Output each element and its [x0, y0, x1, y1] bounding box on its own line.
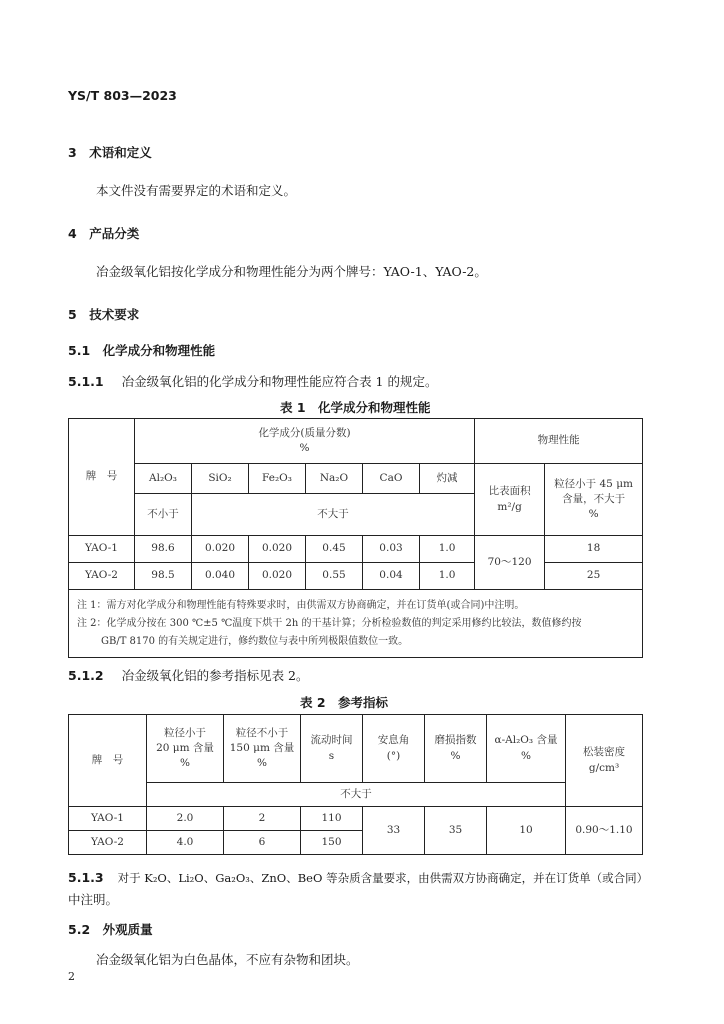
table-1-cell: 1.0 — [420, 536, 475, 563]
table-2-header-alpha — [487, 715, 566, 783]
table-1-cell: 0.03 — [363, 536, 420, 563]
table-1-cell: 0.020 — [249, 536, 306, 563]
table-1-note-2-cont: GB/T 8170 的有关规定进行，修约数位与表中所列极限值数位一致。 — [101, 635, 409, 647]
table-1-cell: 0.45 — [306, 536, 363, 563]
table-2-cell: 150 — [301, 831, 363, 855]
table-2-cell: 6 — [224, 831, 301, 855]
table-2 — [68, 714, 643, 855]
table-2-angle-value: 33 — [363, 807, 425, 855]
table-1-col-sio2: SiO₂ — [192, 464, 249, 494]
table-2-header-alpha-line1: α-Al₂O₃ 含量 — [494, 734, 558, 747]
table-1-surface-value: 70～120 — [475, 536, 545, 590]
table-2-header-fine — [147, 715, 224, 783]
table-2-row-brand: YAO-2 — [69, 831, 147, 855]
table-2-header-attrition — [425, 715, 487, 783]
table-2-cell: 4.0 — [147, 831, 224, 855]
table-2-header-fine-line1: 粒径小于 — [164, 726, 206, 739]
table-2-header-angle-line1: 安息角 — [377, 734, 410, 747]
table-1-phys-header: 物理性能 — [475, 419, 643, 464]
table-2-cell: 110 — [301, 807, 363, 831]
clause-5-1-3-number: 5.1.3 — [68, 870, 104, 885]
clause-5-1-2 — [68, 666, 309, 684]
table-2-header-fine-line3: % — [180, 757, 190, 770]
table-1-col-al2o3: Al₂O₃ — [135, 464, 192, 494]
table-1-row-brand: YAO-1 — [69, 536, 135, 563]
clause-5-1-1 — [68, 372, 437, 390]
table-1-cell: 18 — [545, 536, 643, 563]
table-1-col-cao: CaO — [363, 464, 420, 494]
table-2-header-alpha-line2: % — [521, 749, 531, 762]
table-2-header-flow-line2: s — [328, 749, 335, 762]
table-1-brand-header: 牌 号 — [69, 419, 135, 536]
section-5-1-title: 5.1 化学成分和物理性能 — [68, 343, 216, 358]
table-1-surface-area-header — [475, 464, 545, 536]
table-2-caption: 表 2 参考指标 — [300, 695, 389, 710]
table-1-particle-header — [545, 464, 643, 536]
clause-5-1-2-number: 5.1.2 — [68, 668, 104, 683]
section-5-title: 5 技术要求 — [68, 307, 140, 322]
clause-5-1-1-text: 冶金级氧化铝的化学成分和物理性能应符合表 1 的规定。 — [121, 374, 438, 389]
table-2-header-density-line1: 松装密度 — [583, 746, 625, 759]
table-2-attrition-value: 35 — [425, 807, 487, 855]
section-3-title: 3 术语和定义 — [68, 145, 152, 160]
table-2-header-flow — [301, 715, 363, 783]
table-1-cell: 1.0 — [420, 563, 475, 590]
table-1-caption: 表 1 化学成分和物理性能 — [280, 400, 431, 415]
table-2-cell: 2 — [224, 807, 301, 831]
table-1-notes — [69, 590, 643, 658]
page-number: 2 — [68, 970, 75, 983]
table-1-col-na2o: Na₂O — [306, 464, 363, 494]
section-5-2-title: 5.2 外观质量 — [68, 922, 153, 937]
table-1-particle-line2: 含量，不大于 — [562, 492, 626, 505]
table-1-cell: 0.04 — [363, 563, 420, 590]
table-1-surface-area-line2: m²/g — [497, 500, 522, 513]
table-1-cell: 0.040 — [192, 563, 249, 590]
table-1-cell: 0.020 — [249, 563, 306, 590]
table-2-alpha-value: 10 — [487, 807, 566, 855]
table-2-header-angle-line2: (°) — [386, 749, 401, 762]
table-1-cell: 98.5 — [135, 563, 192, 590]
table-1-cell: 25 — [545, 563, 643, 590]
table-2-header-coarse-line3: % — [257, 757, 267, 770]
section-3-body: 本文件没有需要界定的术语和定义。 — [96, 183, 297, 198]
table-1-particle-line1: 粒径小于 45 μm — [554, 477, 633, 490]
table-1-cell: 0.020 — [192, 536, 249, 563]
section-5-2-body: 冶金级氧化铝为白色晶体，不应有杂物和团块。 — [96, 952, 359, 967]
table-2-header-fine-line2: 20 μm 含量 — [156, 741, 214, 754]
table-1-note-1: 注 1：需方对化学成分和物理性能有特殊要求时，由供需双方协商确定，并在订货单(或合同)中注明。 — [77, 599, 525, 611]
table-2-header-angle — [363, 715, 425, 783]
table-2-header-density-line2: g/cm³ — [588, 761, 620, 774]
table-1 — [68, 418, 643, 658]
table-2-header-coarse-line2: 150 μm 含量 — [229, 741, 295, 754]
table-2-header-coarse-line1: 粒径不小于 — [235, 726, 289, 739]
table-1-row-brand: YAO-2 — [69, 563, 135, 590]
table-1-col-fe2o3: Fe₂O₃ — [249, 464, 306, 494]
table-1-min-label: 不小于 — [135, 494, 192, 536]
table-1-note-2: 注 2：化学成分按在 300 ℃±5 ℃温度下烘干 2h 的干基计算；分析检验数值的判定采用修约比较法，数值修约按 — [77, 617, 582, 629]
clause-5-1-3-cont: 中注明。 — [68, 892, 119, 907]
table-1-cell: 98.6 — [135, 536, 192, 563]
table-1-col-loi: 灼减 — [420, 464, 475, 494]
table-1-max-label: 不大于 — [192, 494, 475, 536]
table-1-chem-header-line1: 化学成分(质量分数) — [258, 426, 351, 439]
table-2-header-attrition-line2: % — [450, 749, 461, 762]
table-2-header-attrition-line1: 磨损指数 — [434, 734, 477, 747]
table-2-brand-header: 牌 号 — [69, 715, 147, 807]
section-4-title: 4 产品分类 — [68, 226, 140, 241]
clause-5-1-3 — [68, 870, 648, 886]
table-2-header-density — [566, 715, 643, 807]
document-header-id: YS/T 803—2023 — [68, 88, 177, 103]
table-1-chem-header — [135, 419, 475, 464]
clause-5-1-1-number: 5.1.1 — [68, 374, 104, 389]
table-2-header-flow-line1: 流动时间 — [310, 734, 353, 747]
table-1-chem-header-line2: % — [299, 442, 310, 454]
clause-5-1-2-text: 冶金级氧化铝的参考指标见表 2。 — [121, 668, 309, 683]
table-2-max-label: 不大于 — [147, 783, 566, 807]
table-2-density-value: 0.90～1.10 — [566, 807, 643, 855]
table-2-cell: 2.0 — [147, 807, 224, 831]
table-1-surface-area-line1: 比表面积 — [488, 485, 531, 498]
table-2-row-brand: YAO-1 — [69, 807, 147, 831]
section-4-body: 冶金级氧化铝按化学成分和物理性能分为两个牌号：YAO-1、YAO-2。 — [96, 264, 487, 279]
table-1-particle-line3: % — [588, 508, 599, 521]
clause-5-1-3-text: 对于 K₂O、Li₂O、Ga₂O₃、ZnO、BeO 等杂质含量要求，由供需双方协商确定，并在订货单（或合同） — [117, 871, 649, 885]
table-1-cell: 0.55 — [306, 563, 363, 590]
table-2-header-coarse — [224, 715, 301, 783]
